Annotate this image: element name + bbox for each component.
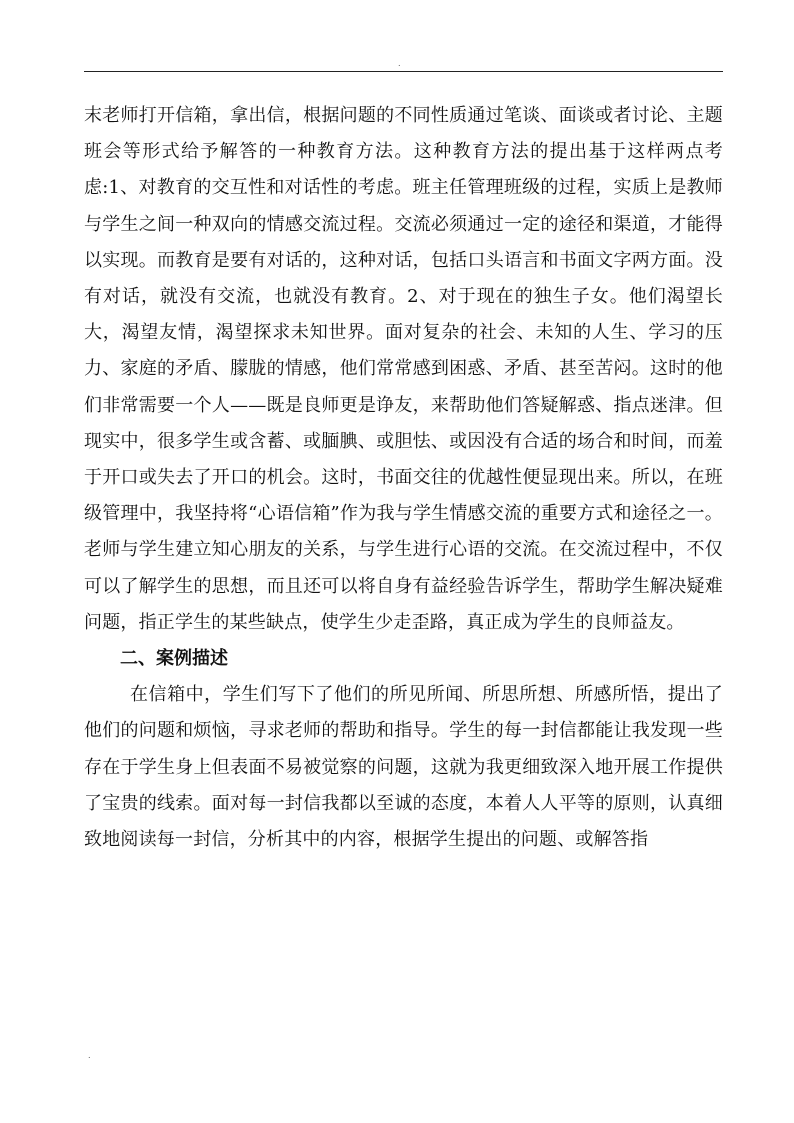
- section-heading: 二、案例描述: [120, 648, 228, 670]
- header-mark: .: [398, 59, 401, 68]
- footer-mark: .: [88, 1051, 91, 1060]
- body-paragraph-1: 末老师打开信箱，拿出信，根据问题的不同性质通过笔谈、面谈或者讨论、主题班会等形式给予解答的一种教育方法。这种教育方法的提出基于这样两点考虑:1、对教育的交互性和对话性的考虑。班主任管理班级的过程，实质上是教师与学生之间一种双向的情感交流过程。交流必须通过一定的途径和渠道，才能得以实现。而教育是要有对话的，这种对话，包括口头语言和书面文字两方面。没有对话，就没有交流，也就没有教育。2、对于现在的独生子女。他们渴望长大，渴望友情，渴望探求未知世界。面对复杂的社会、未知的人生、学习的压力、家庭的矛盾、朦胧的情感，他们常常感到困惑、矛盾、甚至苦闷。这时的他们非常需要一个人——既是良师更是诤友，来帮助他们答疑解惑、指点迷津。但现实中，很多学生或含蓄、或腼腆、或胆怯、或因没有合适的场合和时间，而羞于开口或失去了开口的机会。这时，书面交往的优越性便显现出来。所以，在班级管理中，我坚持将“心语信箱”作为我与学生情感交流的重要方式和途径之一。老师与学生建立知心朋友的关系，与学生进行心语的交流。在交流过程中，不仅可以了解学生的思想，而且还可以将自身有益经验告诉学生，帮助学生解决疑难问题，指正学生的某些缺点，使学生少走歪路，真正成为学生的良师益友。: [84, 105, 723, 633]
- header-rule: [84, 71, 723, 72]
- document-body: [84, 98, 723, 858]
- body-paragraph-2: 在信箱中，学生们写下了他们的所见所闻、所思所想、所感所悟，提出了他们的问题和烦恼，寻求老师的帮助和指导。学生的每一封信都能让我发现一些存在于学生身上但表面不易被觉察的问题，这就为我更细致深入地开展工作提供了宝贵的线索。面对每一封信我都以至诚的态度，本着人人平等的原则，认真细致地阅读每一封信，分析其中的内容，根据学生提出的问题、或解答指: [84, 684, 723, 851]
